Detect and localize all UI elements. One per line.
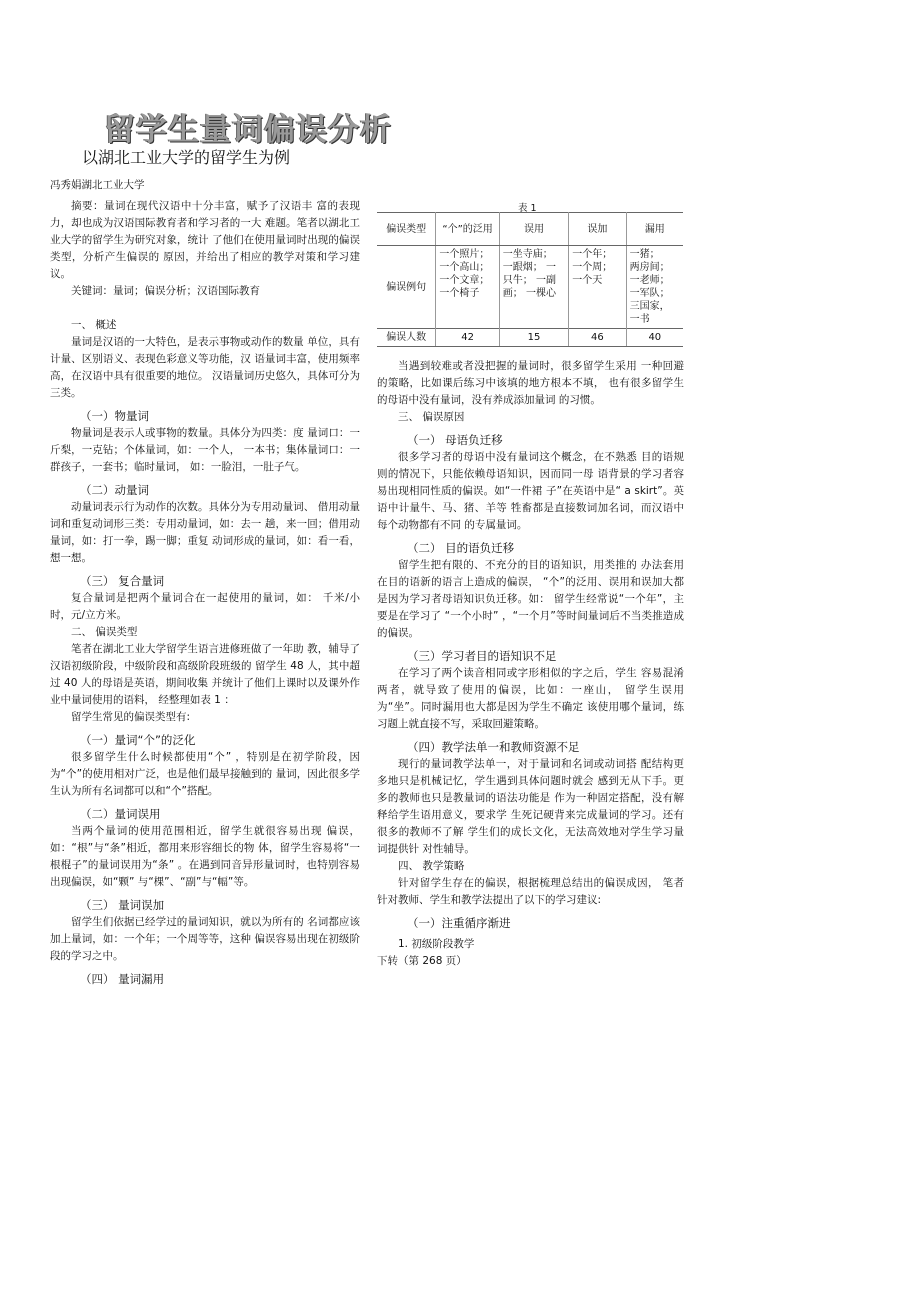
table-cell: 一个年； 一个周； 一个天 [569, 246, 626, 329]
section-1-sub1-heading: （一）物量词 [80, 409, 149, 423]
table-cell: 一坐寺庙； 一跟烟； 一 只牛； 一副 画； 一棵心 [499, 246, 568, 329]
section-3-sub3-heading: （三）学习者目的语知识不足 [407, 649, 557, 663]
table-row-label: 偏误人数 [377, 329, 436, 347]
table-header-cell: 误用 [499, 213, 568, 246]
right-column [377, 358, 684, 970]
section-3-sub4-heading: （四）教学法单一和教师资源不足 [407, 740, 580, 754]
table-row [377, 246, 683, 329]
section-3-heading: 三、 偏误原因 [398, 411, 465, 423]
continued-note: 下转（第 268 页） [377, 955, 467, 967]
section-1-sub2-para: 动量词表示行为动作的次数。具体分为专用动量词、 借用动量词和重复动词形三类：专用动量词，如：去一 趟，来一回；借用动量词，如：打一拳，踢一脚；重复 动词形成的量词，如：看一看，想一想。 [50, 501, 360, 564]
section-2-intro: 留学生常见的偏误类型有: [71, 711, 191, 723]
author-line: 冯秀娟湖北工业大学 [50, 179, 145, 191]
section-4-para: 针对留学生存在的偏误，根据梳理总结出的偏误成因， 笔者针对教师、学生和教学法提出了以下的学习建议: [377, 877, 684, 906]
section-2-para: 笔者在湖北工业大学留学生语言进修班做了一年助 教，辅导了汉语初级阶段，中级阶段和高级阶段班级的 留学生 48 人，其中超过 40 人的母语是英语，期间收集 并统计了他们上课时以及课外作业中量词使用的语料， 经整理如表 1 ： [50, 643, 360, 706]
section-1-sub2-heading: （二）动量词 [80, 483, 149, 497]
table-row-label: 偏误例句 [377, 246, 436, 329]
section-2-sub1-heading: （一）量词“个”的泛化 [80, 733, 196, 747]
table-cell: 42 [436, 329, 499, 347]
table-header-row [377, 213, 683, 246]
table-cell: 46 [569, 329, 626, 347]
section-2-sub2-heading: （二）量词误用 [80, 807, 161, 821]
section-2-sub4-heading: （四） 量词漏用 [80, 972, 165, 986]
table-cell: 一猪； 两房间； 一老师； 一军队； 三国家， 一书 [626, 246, 683, 329]
section-1-sub1-para: 物量词是表示人或事物的数量。具体分为四类：度 量词口：一斤梨，一克钻；个体量词，如：一个人， 一本书；集体量词口：一群孩子，一套书；临时量词， 如：一脸泪，一肚子气。 [50, 427, 360, 473]
table-header-cell: 漏用 [626, 213, 683, 246]
section-2-sub2-para: 当两个量词的使用范围相近，留学生就很容易出现 偏误，如：“根”与“条”相近，都用来形容细长的物 体，留学生容易将“一根棍子”的量词误用为“条” 。在遇到同音异形量词时，也特别容易出现偏误，如“颗” 与“棵”、“副”与“幅”等。 [50, 825, 360, 888]
section-2-sub3-para: 留学生们依据已经学过的量词知识，就以为所有的 名词都应该加上量词，如：一个年；一个周等等，这种 偏误容易出现在初级阶段的学习之中。 [50, 916, 360, 962]
section-3-sub2-para: 留学生把有限的、不充分的目的语知识，用类推的 办法套用在目的语新的语言上造成的偏误， “个”的泛用、误用和误加大都是因为学习者母语知识负迁移。如： 留学生经常说“一个年”，主要是在学习了 “一个小时” ，“一个月”等时间量词后不当类推造成的偏误。 [377, 559, 684, 639]
keywords: 关键词：量词；偏误分析；汉语国际教育 [71, 285, 260, 297]
abstract: 摘要：量词在现代汉语中十分丰富，赋予了汉语丰 富的表现力，却也成为汉语国际教育者和学习者的一大 难题。笔者以湖北工业大学的留学生为研究对象，统计 了他们在使用量词时出现的偏误类型，分析产生偏误的 原因，并给出了相应的教学对策和学习建议。 [50, 200, 360, 280]
article-title: 留学生量词偏误分析 [104, 112, 392, 148]
section-1-sub3-heading: （三） 复合量词 [80, 574, 165, 588]
section-4-heading: 四、 教学策略 [398, 860, 465, 872]
section-2-sub3-heading: （三） 量词误加 [80, 898, 165, 912]
section-1-heading: 一、 概述 [71, 319, 117, 331]
section-2-sub1-para: 很多留学生什么时候都使用“个” ，特别是在初学阶段，因为“个”的使用相对广泛，也是他们最早接触到的 量词，因此很多学生认为所有名词都可以和“个”搭配。 [50, 751, 360, 797]
table-cell: 一个照片； 一个高山； 一个文章； 一个椅子 [436, 246, 499, 329]
table-caption: 表 1 [518, 203, 537, 214]
section-2-heading: 二、 偏误类型 [71, 626, 138, 638]
section-3-sub1-para: 很多学习者的母语中没有量词这个概念，在不熟悉 目的语规则的情况下，只能依赖母语知识，因而同一母 语背景的学习者容易出现相同性质的偏误。如“一件裙 子”在英语中是“ a skirt”。英语中计量牛、马、猪、羊等 牲畜都是直接数词加名词，而汉语中每个动物都有不同 的专属量词。 [377, 451, 684, 531]
section-3-sub1-heading: （一） 母语负迁移 [407, 433, 503, 447]
section-3-sub4-para: 现行的量词教学法单一，对于量词和名词或动词搭 配结构更多地只是机械记忆，学生遇到具体问题时就会 感到无从下手。更多的教师也只是教量词的语法功能是 作为一种固定搭配，没有解释给学生语用意义，要求学 生死记硬背来完成量词的学习。还有很多的教师不了解 学生们的成长文化，无法高效地对学生学习量词提供针 对性辅导。 [377, 758, 684, 855]
table-1 [377, 212, 683, 347]
article-subtitle: 以湖北工业大学的留学生为例 [82, 148, 291, 167]
section-3-sub3-para: 在学习了两个读音相同或字形相似的字之后，学生 容易混淆两者，就导致了使用的偏误，比如：一座山， 留学生误用为“坐”。同时漏用也大都是因为学生不确定 该使用哪个量词，练习题上就直接不写，采取回避策略。 [377, 667, 684, 730]
table-row [377, 329, 683, 347]
left-column [50, 198, 360, 988]
section-4-sub1-heading: （一）注重循序渐进 [407, 916, 511, 930]
table-cell: 15 [499, 329, 568, 347]
section-3-sub2-heading: （二） 目的语负迁移 [407, 541, 515, 555]
avoidance-para: 当遇到较难或者没把握的量词时，很多留学生采用 一种回避的策略，比如课后练习中该填的地方根本不填， 也有很多留学生的母语中没有量词，没有养成添加量词 的习惯。 [377, 360, 684, 406]
section-1-sub3-para: 复合量词是把两个量词合在一起使用的量词，如： 千米/小时，元/立方米。 [50, 592, 360, 621]
table-header-cell: “个”的泛用 [436, 213, 499, 246]
section-1-para: 量词是汉语的一大特色，是表示事物或动作的数量 单位，具有计量、区别语义、表现色彩意义等功能，汉 语量词丰富，使用频率高，在汉语中具有很重要的地位。 汉语量词历史悠久，具体可分为三类。 [50, 336, 360, 399]
table-header-cell: 误加 [569, 213, 626, 246]
table-header-cell: 偏误类型 [377, 213, 436, 246]
section-4-item: 1. 初级阶段教学 [398, 938, 475, 950]
table-cell: 40 [626, 329, 683, 347]
